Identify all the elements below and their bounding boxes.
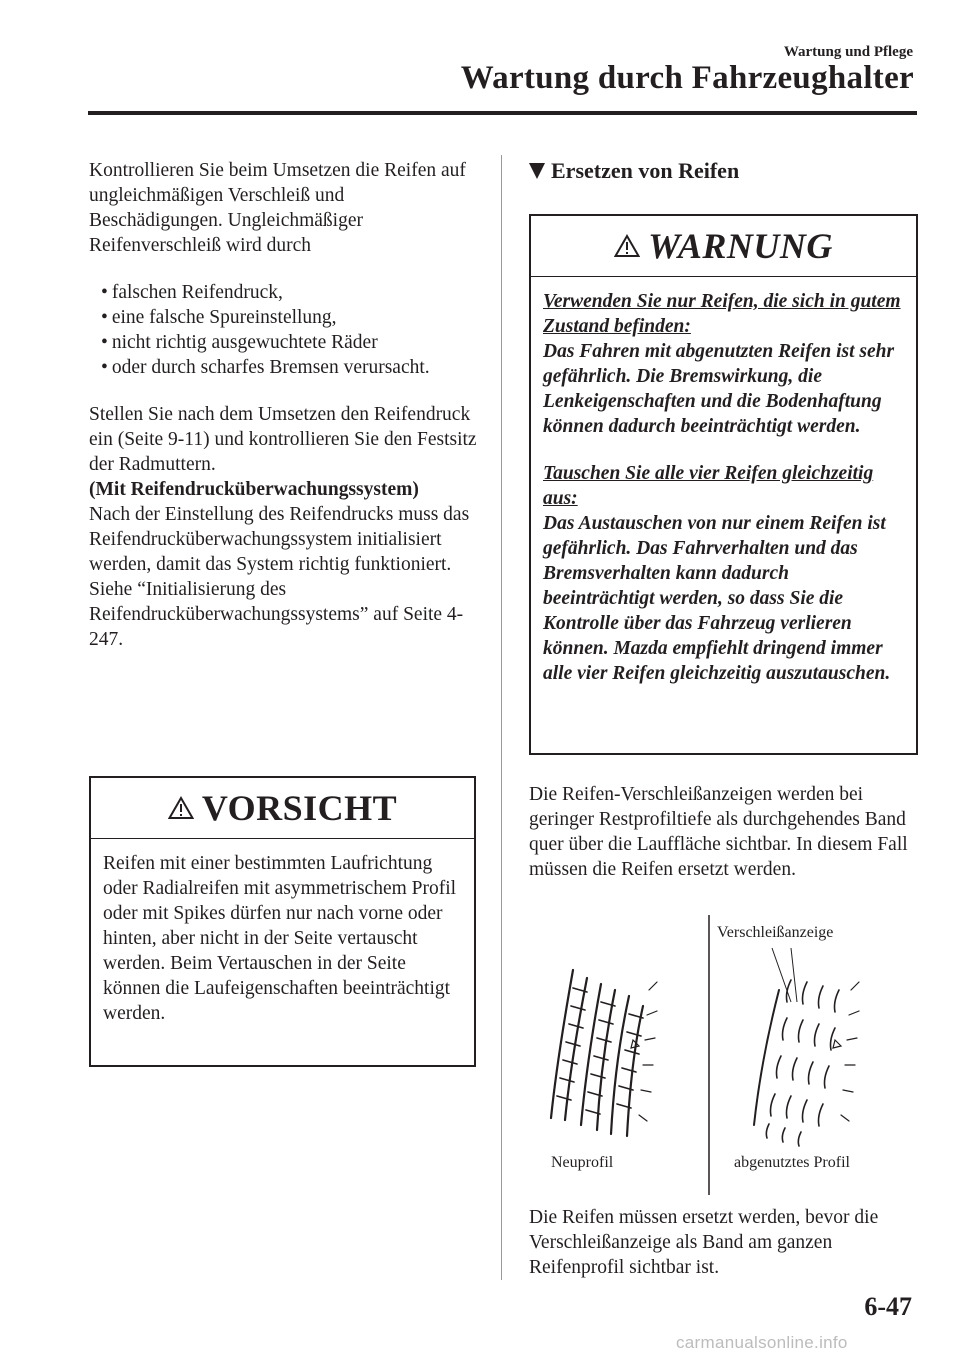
warning-body bbox=[531, 277, 916, 696]
caution-text: Reifen mit einer bestimmten Laufrichtung oder Radialreifen mit asymmetrischem Profil oder mit Spikes dürfen nur nach vorne oder hinten, aber nicht in der Seite vertauscht werden. Beim Vertauschen in der Seite können die Laufeigenschaften beeinträchtigt werden. bbox=[103, 853, 457, 1024]
wear-indicator-paragraph: Die Reifen-Verschleißanzeigen werden bei geringer Restprofiltiefe als durchgehendes Band quer über die Lauffläche sichtbar. In diesem Fall müssen die Reifen ersetzt werden. bbox=[529, 784, 908, 880]
new-tread-icon bbox=[551, 970, 657, 1136]
warning-text-condition: Das Fahren mit abgenutzten Reifen ist sehr gefährlich. Die Bremswirkung, die Lenkeigenschaften und die Bodenhaftung können dadurch beeinträchtigt werden. bbox=[543, 341, 895, 437]
wear-causes-list bbox=[89, 280, 479, 380]
list-item: • eine falsche Spureinstellung, bbox=[101, 305, 479, 330]
warning-subheading-replace-all: Tauschen Sie alle vier Reifen gleichzeitig aus: bbox=[543, 463, 874, 509]
list-item: • nicht richtig ausgewuchtete Räder bbox=[101, 330, 479, 355]
intro-paragraph: Kontrollieren Sie beim Umsetzen die Reifen auf ungleichmäßigen Verschleiß und Beschädigungen. Ungleichmäßiger Reifenverschleiß wird durch bbox=[89, 160, 466, 256]
replace-tires-heading bbox=[529, 158, 921, 183]
column-divider bbox=[501, 155, 502, 1280]
warning-title: WARNUNG bbox=[648, 226, 833, 266]
list-item: • falschen Reifendruck, bbox=[101, 280, 479, 305]
tpms-reference: Siehe “Initialisierung des Reifendrucküberwachungssystems” auf Seite 4-247. bbox=[89, 579, 464, 650]
warning-text-replace-all: Das Austauschen von nur einem Reifen ist gefährlich. Das Fahrverhalten und das Bremsverhalten kann dadurch beeinträchtigt werden, so dass Sie die Kontrolle über das Fahrzeug verlieren können. Mazda empfiehlt dringend immer alle vier Reifen gleichzeitig auszutauschen. bbox=[543, 513, 891, 684]
tread-figure bbox=[529, 910, 919, 1200]
tpms-heading: (Mit Reifendrucküberwachungssystem) bbox=[89, 479, 419, 500]
wear-indicator-paragraph-wrap bbox=[529, 782, 921, 882]
worn-tread-icon bbox=[754, 980, 859, 1146]
warning-subheading-condition: Verwenden Sie nur Reifen, die sich in gutem Zustand befinden: bbox=[543, 291, 901, 337]
warning-box bbox=[529, 214, 918, 755]
triangle-down-icon bbox=[529, 163, 545, 179]
caution-title: VORSICHT bbox=[201, 788, 398, 828]
caution-box bbox=[89, 776, 476, 1067]
pressure-paragraph: Stellen Sie nach dem Umsetzen den Reifendruck ein (Seite 9-11) und kontrollieren Sie den Festsitz der Radmuttern. bbox=[89, 404, 477, 475]
chapter-title: Wartung durch Fahrzeughalter bbox=[460, 60, 914, 96]
warning-header bbox=[531, 216, 916, 277]
watermark: carmanualsonline.info bbox=[676, 1333, 848, 1352]
new-tread-label: Neuprofil bbox=[551, 1154, 614, 1171]
replace-before-paragraph: Die Reifen müssen ersetzt werden, bevor die Verschleißanzeige als Band am ganzen Reifenprofil sichtbar ist. bbox=[529, 1207, 879, 1278]
warning-triangle-icon bbox=[614, 234, 640, 258]
replace-before-paragraph-wrap bbox=[529, 1205, 921, 1280]
tpms-paragraph: Nach der Einstellung des Reifendrucks muss das Reifendrucküberwachungssystem initialisiert werden, damit das System richtig funktioniert. bbox=[89, 504, 470, 575]
section-header: Wartung und Pflege bbox=[783, 44, 913, 60]
page-number: 6-47 bbox=[864, 1292, 912, 1321]
left-column bbox=[89, 158, 479, 652]
wear-indicator-label: Verschleißanzeige bbox=[717, 924, 834, 941]
warning-triangle-icon bbox=[168, 796, 194, 820]
caution-header bbox=[91, 778, 474, 839]
header-rule bbox=[88, 111, 917, 115]
worn-tread-label: abgenutztes Profil bbox=[734, 1154, 850, 1171]
replace-tires-title: Ersetzen von Reifen bbox=[551, 158, 740, 183]
right-column bbox=[529, 158, 921, 183]
list-item: • oder durch scharfes Bremsen verursacht. bbox=[101, 355, 479, 380]
